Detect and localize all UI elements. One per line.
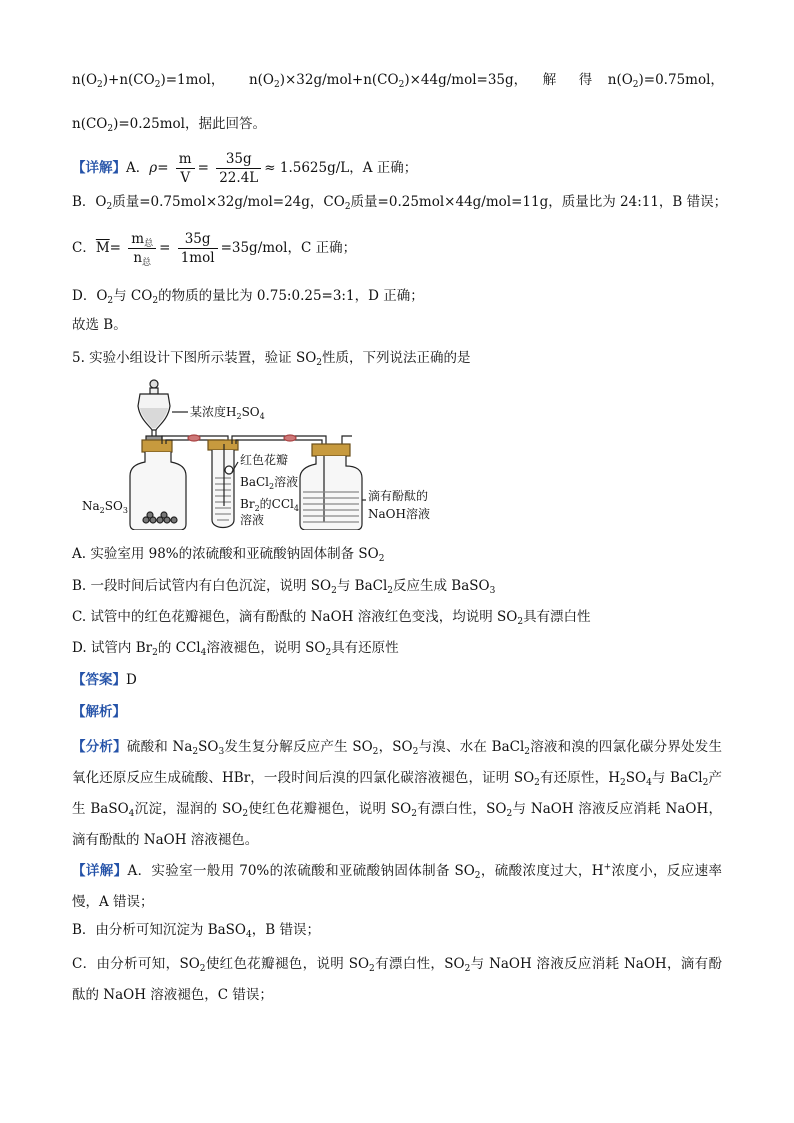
subscript: 2 bbox=[387, 586, 394, 596]
text: )=0.75mol， bbox=[638, 72, 724, 88]
question-5-stem bbox=[72, 348, 471, 368]
analysis-tag: 【分析】 bbox=[72, 739, 127, 755]
text: B．O bbox=[72, 194, 107, 210]
detail5-c bbox=[72, 949, 722, 1011]
numerator: m bbox=[176, 150, 195, 169]
label-red-petal: 红色花瓣 bbox=[240, 453, 289, 467]
numerator: 35g bbox=[178, 230, 218, 249]
subscript: 2 bbox=[369, 964, 375, 974]
text: 与 CO bbox=[113, 288, 153, 304]
subscript: 2 bbox=[107, 124, 114, 134]
text: 的物质的量比为 0.75:0.25=3:1，D 正确； bbox=[158, 288, 424, 304]
text: 发生复分解反应产生 SO bbox=[224, 739, 373, 755]
detail-a bbox=[72, 146, 417, 190]
subscript: 总 bbox=[142, 258, 152, 268]
subscript: 4 bbox=[246, 930, 252, 940]
text: C． bbox=[72, 240, 96, 256]
text: ，A 正确； bbox=[349, 160, 418, 176]
naoh-bottle bbox=[300, 444, 362, 530]
subscript: 2 bbox=[152, 296, 159, 306]
label-na2so3: $Na_2SO_3$ bbox=[82, 499, 128, 515]
denominator bbox=[128, 249, 156, 267]
text: 溶液和溴的四氯化碳分界处发生氧化还原反应生成硫酸、HBr，一段时间后溴的四氯化碳溶液褪色，证明 SO bbox=[72, 739, 722, 786]
denominator: 22.4L bbox=[219, 170, 259, 186]
label-naoh-1: 滴有酚酞的 bbox=[368, 489, 429, 503]
label-acid: 某浓度$H_2SO_4$ bbox=[190, 405, 265, 421]
detail-tag: 【详解】 bbox=[72, 160, 126, 176]
fraction bbox=[176, 150, 195, 187]
subscript: 2 bbox=[97, 80, 103, 90]
subscript: 2 bbox=[107, 296, 114, 306]
text: 解 bbox=[542, 72, 557, 88]
denominator: 1mol bbox=[180, 250, 215, 266]
text: 质量=0.75mol×32g/mol=24g，CO bbox=[112, 194, 345, 210]
fraction bbox=[178, 230, 218, 267]
subscript: 2 bbox=[199, 964, 206, 974]
numerator: 35g bbox=[216, 150, 261, 169]
subscript: 3 bbox=[489, 586, 496, 596]
text: 与 BaCl bbox=[651, 770, 703, 786]
text: m bbox=[131, 231, 145, 247]
text: 使红色花瓣褪色，说明 SO bbox=[205, 956, 370, 972]
apparatus-figure bbox=[80, 378, 460, 530]
text: )+n(CO bbox=[102, 72, 155, 88]
text: 具有还原性 bbox=[331, 640, 399, 656]
subscript: 2 bbox=[378, 554, 385, 564]
label-bacl2: BaCl$_2$溶液 bbox=[240, 475, 299, 491]
text: 与 NaOH 溶液反应消耗 NaOH，滴有酚酞的 NaOH 溶液褪色。 bbox=[72, 801, 723, 848]
choose-line: 故选 B。 bbox=[72, 317, 127, 333]
text: 溶液褪色，说明 SO bbox=[206, 640, 326, 656]
option-a bbox=[72, 544, 384, 564]
subscript: 2 bbox=[106, 202, 113, 212]
text: C．由分析可知，SO bbox=[72, 956, 200, 972]
text: n bbox=[133, 250, 143, 266]
calc-line-1 bbox=[72, 70, 722, 90]
detail-tag: 【详解】 bbox=[72, 863, 128, 879]
subscript: 4 bbox=[200, 648, 207, 658]
subscript: 2 bbox=[464, 964, 471, 974]
subscript: 2 bbox=[702, 778, 709, 788]
detail5-a bbox=[72, 856, 722, 918]
text: A．实验室一般用 70%的浓硫酸和亚硫酸钠固体制备 SO bbox=[127, 863, 475, 879]
subscript: 2 bbox=[372, 747, 379, 757]
superscript: + bbox=[603, 862, 612, 873]
text: 与 BaCl bbox=[336, 578, 388, 594]
reaction-bottle bbox=[130, 440, 186, 530]
text: 沉淀，湿润的 SO bbox=[134, 801, 243, 817]
text: n(O bbox=[607, 72, 633, 88]
label-naoh-2: NaOH溶液 bbox=[368, 507, 430, 521]
subscript: 2 bbox=[398, 80, 405, 90]
subscript: 2 bbox=[152, 648, 158, 658]
label-br2-solution: 溶液 bbox=[240, 513, 265, 527]
detail-d bbox=[72, 286, 424, 306]
subscript: 2 bbox=[154, 80, 161, 90]
subscript: 2 bbox=[316, 358, 323, 368]
text: ，硫酸浓度过大，H bbox=[480, 863, 604, 879]
text: 有漂白性，SO bbox=[374, 956, 465, 972]
text: D. 试管内 Br bbox=[72, 640, 153, 656]
text: ≈ 1.5625g/L bbox=[264, 160, 350, 176]
text: D．O bbox=[72, 288, 108, 304]
text: 使红色花瓣褪色，说明 SO bbox=[248, 801, 412, 817]
subscript: 2 bbox=[412, 747, 419, 757]
subscript: 2 bbox=[242, 809, 249, 819]
detail-c bbox=[72, 226, 356, 270]
analysis-paragraph bbox=[72, 732, 722, 856]
text: ，B 错误； bbox=[251, 922, 320, 938]
subscript: 总 bbox=[144, 239, 154, 249]
subscript: 2 bbox=[517, 617, 524, 627]
subscript: 2 bbox=[506, 809, 513, 819]
text: 得 bbox=[578, 72, 593, 88]
fraction bbox=[128, 230, 156, 267]
text: n(O bbox=[248, 72, 274, 88]
text: ，SO bbox=[378, 739, 413, 755]
text: 的 CCl bbox=[157, 640, 201, 656]
label-br2-ccl4: $Br_2$的CCl$_4$ bbox=[240, 497, 299, 513]
subscript: 2 bbox=[474, 871, 481, 881]
text: C. 试管中的红色花瓣褪色，滴有酚酞的 NaOH 溶液红色变浅，均说明 SO bbox=[72, 609, 518, 625]
subscript: 2 bbox=[344, 202, 351, 212]
text: $\overline{M}$ bbox=[95, 240, 110, 256]
answer-value: D bbox=[126, 672, 137, 688]
subscript: 2 bbox=[632, 80, 639, 90]
text: 与 NaOH 溶液反应消耗 NaOH，滴有酚酞的 NaOH 溶液褪色，C 错误； bbox=[72, 956, 722, 1003]
text: = bbox=[159, 240, 171, 256]
text: n(CO bbox=[72, 116, 108, 132]
answer-tag: 【答案】 bbox=[72, 672, 126, 688]
text: 有漂白性，SO bbox=[416, 801, 507, 817]
subscript: 2 bbox=[620, 778, 626, 788]
text: 浓度小，反应速率慢，A 错误； bbox=[72, 863, 723, 910]
subscript: 2 bbox=[534, 778, 540, 788]
calc-line-2 bbox=[72, 114, 266, 134]
text: 产生 BaSO bbox=[72, 770, 722, 817]
text: SO bbox=[198, 739, 219, 755]
text: n(O bbox=[72, 72, 98, 88]
fraction bbox=[216, 150, 261, 187]
denominator: V bbox=[180, 170, 191, 186]
text: )×32g/mol+n(CO bbox=[279, 72, 399, 88]
text: ρ bbox=[149, 160, 158, 176]
subscript: 2 bbox=[331, 586, 337, 596]
text: A． bbox=[126, 160, 150, 176]
subscript: 2 bbox=[411, 809, 417, 819]
text: 反应生成 BaSO bbox=[393, 578, 490, 594]
text: )=0.25mol，据此回答。 bbox=[113, 116, 266, 132]
text: 质量=0.25mol×44g/mol=11g，质量比为 24:11，B 错误； bbox=[350, 194, 728, 210]
text: 具有漂白性 bbox=[523, 609, 591, 625]
subscript: 2 bbox=[325, 648, 332, 658]
answer-line bbox=[72, 670, 137, 690]
analysis-heading: 【解析】 bbox=[72, 704, 126, 720]
subscript: 2 bbox=[524, 747, 530, 757]
numerator bbox=[128, 230, 156, 249]
subscript: 4 bbox=[646, 778, 652, 788]
text: = bbox=[109, 240, 121, 256]
text: B．由分析可知沉淀为 BaSO bbox=[72, 922, 246, 938]
text: =35g/mol，C 正确； bbox=[220, 240, 357, 256]
subscript: 2 bbox=[192, 747, 199, 757]
option-b bbox=[72, 576, 495, 596]
test-tube bbox=[208, 440, 238, 528]
text: 5. 实验小组设计下图所示装置，验证 SO bbox=[72, 350, 317, 366]
text: 硫酸和 Na bbox=[126, 739, 193, 755]
option-d bbox=[72, 638, 399, 658]
text: 性质，下列说法正确的是 bbox=[322, 350, 471, 366]
text: 有还原性，H bbox=[539, 770, 620, 786]
text: = bbox=[157, 160, 169, 176]
subscript: 4 bbox=[128, 809, 135, 819]
detail-b bbox=[72, 192, 727, 212]
text: B. 一段时间后试管内有白色沉淀，说明 SO bbox=[72, 578, 332, 594]
text: )×44g/mol=35g， bbox=[404, 72, 528, 88]
text: 与溴、水在 BaCl bbox=[418, 739, 525, 755]
option-c bbox=[72, 607, 591, 627]
subscript: 2 bbox=[273, 80, 280, 90]
text: )=1mol， bbox=[160, 72, 225, 88]
text: = bbox=[197, 160, 209, 176]
subscript: 3 bbox=[218, 747, 225, 757]
text: SO bbox=[625, 770, 647, 786]
detail5-b bbox=[72, 920, 320, 940]
text: A. 实验室用 98%的浓硫酸和亚硫酸钠固体制备 SO bbox=[72, 546, 379, 562]
